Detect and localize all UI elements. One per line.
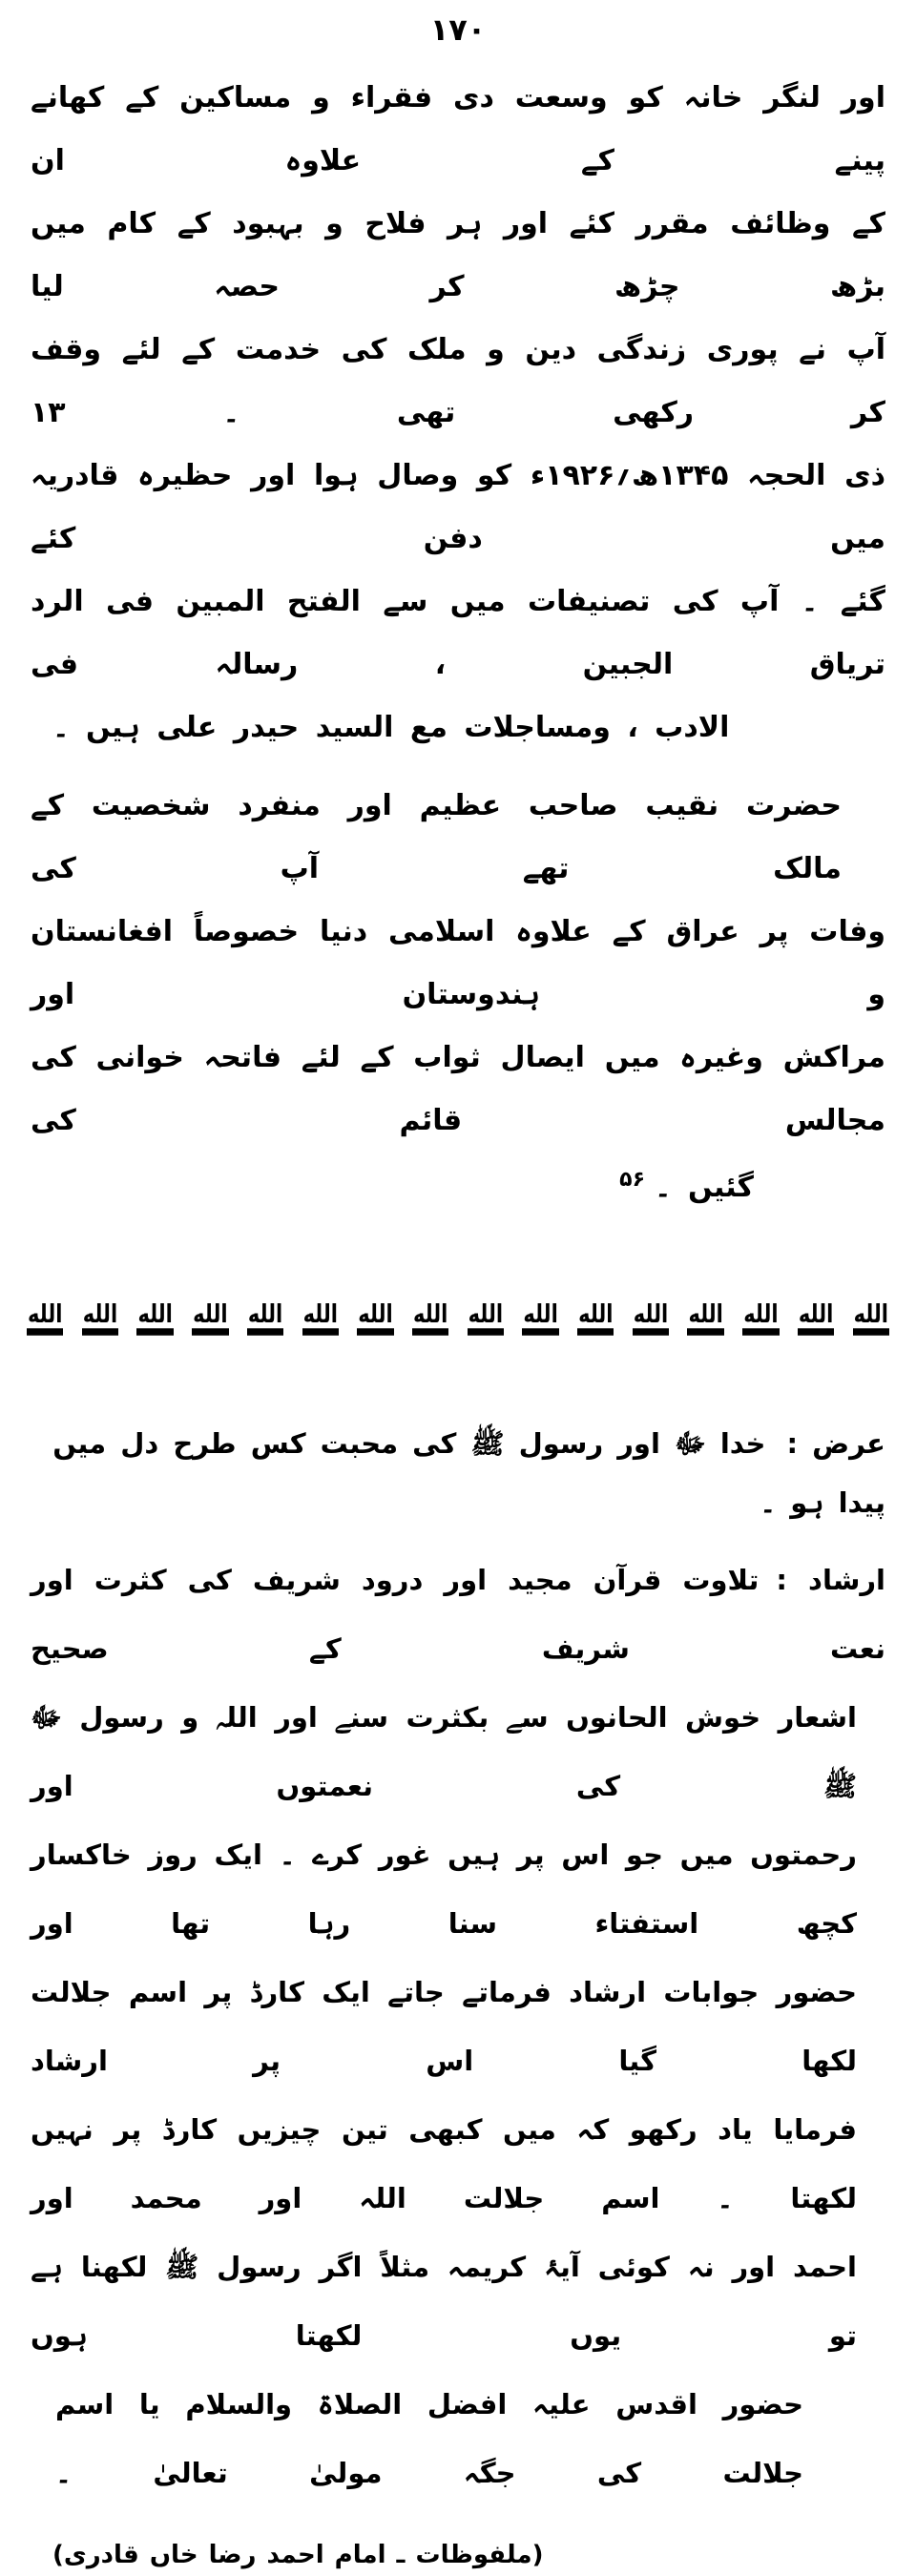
allah-ornament: الله — [853, 1299, 889, 1336]
text-line: الادب ، ومساجلات مع السید حیدر علی ہیں ۔ — [52, 711, 730, 744]
text-line: گئے ۔ آپ کی تصنیفات میں سے الفتح المبین فی الرد تریاق الجبین ، رسالہ فی — [31, 585, 885, 681]
allah-ornament: الله — [357, 1299, 393, 1336]
text-line: وفات پر عراق کے علاوہ اسلامی دنیا خصوصاً افغانستان و ہندوستان اور — [31, 915, 885, 1011]
allah-ornament: الله — [302, 1299, 339, 1336]
text-line: حضرت نقیب صاحب عظیم اور منفرد شخصیت کے مالک تھے آپ کی — [31, 789, 842, 885]
allah-ornament: الله — [742, 1299, 779, 1336]
ornament-row — [0, 1275, 916, 1332]
paragraph-end-word: گئیں ۔ — [655, 1171, 754, 1204]
allah-ornament: الله — [27, 1299, 63, 1336]
irshad-label: ارشاد : — [776, 1564, 885, 1596]
allah-ornament: الله — [522, 1299, 558, 1336]
arz-label: عرض : — [786, 1427, 885, 1460]
arz-text: خدا ﷻ اور رسول ﷺ کی محبت کس طرح دل میں پیدا ہو ۔ — [52, 1427, 885, 1519]
allah-ornament: الله — [412, 1299, 448, 1336]
allah-ornament: الله — [468, 1299, 504, 1336]
text-line: اور لنگر خانہ کو وسعت دی فقراء و مساکین کے کھانے پینے کے علاوہ ان — [31, 81, 885, 177]
text-line: ذی الحجہ ۱۳۴۵ھ؍۱۹۲۶ء کو وصال ہوا اور حظیرہ قادریہ میں دفن کئے — [31, 459, 885, 555]
footnote-reference: ۵۶ — [619, 1168, 646, 1192]
irshad-first-line — [0, 1546, 916, 1683]
irshad-block — [0, 1546, 916, 2507]
text-line: حضور اقدس علیہ افضل الصلاۃ والسلام یا اسم جلالت کی جگہ مولیٰ تعالیٰ ۔ — [55, 2388, 803, 2489]
allah-ornament: الله — [577, 1299, 614, 1336]
allah-ornament: الله — [247, 1299, 283, 1336]
allah-ornament: الله — [687, 1299, 723, 1336]
paragraph-biography — [0, 67, 916, 759]
allah-ornament: الله — [82, 1299, 118, 1336]
text-line: حضور جوابات ارشاد فرماتے جاتے ایک کارڈ پر اسم جلالت لکھا گیا اس پر ارشاد — [31, 1976, 857, 2077]
text-line: آپ نے پوری زندگی دین و ملک کی خدمت کے لئے وقف کر رکھی تھی ۔ ۱۳ — [31, 333, 885, 429]
allah-ornament: الله — [633, 1299, 669, 1336]
allah-ornament: الله — [798, 1299, 834, 1336]
arz-row — [0, 1414, 916, 1532]
irshad-text: تلاوت قرآن مجید اور درود شریف کی کثرت اور نعت شریف کے صحیح — [31, 1564, 885, 1665]
page-number: ۱۷۰ — [429, 11, 487, 48]
text-line: مراکش وغیرہ میں ایصال ثواب کے لئے فاتحہ خوانی کی مجالس قائم کی — [31, 1041, 885, 1137]
paragraph-legacy — [0, 775, 916, 1215]
allah-ornament: الله — [136, 1299, 173, 1336]
citation: (ملفوظات ـ امام احمد رضا خاں قادری) — [52, 2541, 544, 2569]
allah-ornament: الله — [192, 1299, 228, 1336]
text-line: فرمایا یاد رکھو کہ میں کبھی تین چیزیں کارڈ پر نہیں لکھتا ۔ اسم جلالت اللہ اور محمد اور — [31, 2113, 857, 2214]
text-line — [0, 1153, 916, 1215]
text-line: رحمتوں میں جو اس پر ہیں غور کرے ۔ ایک روز خاکسار کچھ استفتاء سنا رہا تھا اور — [31, 1839, 857, 1940]
text-line: احمد اور نہ کوئی آیۂ کریمہ مثلاً اگر رسول ﷺ لکھنا ہے تو یوں لکھتا ہوں — [31, 2251, 857, 2352]
text-line: کے وظائف مقرر کئے اور ہر فلاح و بہبود کے کام میں بڑھ چڑھ کر حصہ لیا — [31, 207, 885, 303]
text-line: اشعار خوش الحانوں سے بکثرت سنے اور اللہ و رسول ﷻ ﷺ کی نعمتوں اور — [31, 1701, 857, 1802]
